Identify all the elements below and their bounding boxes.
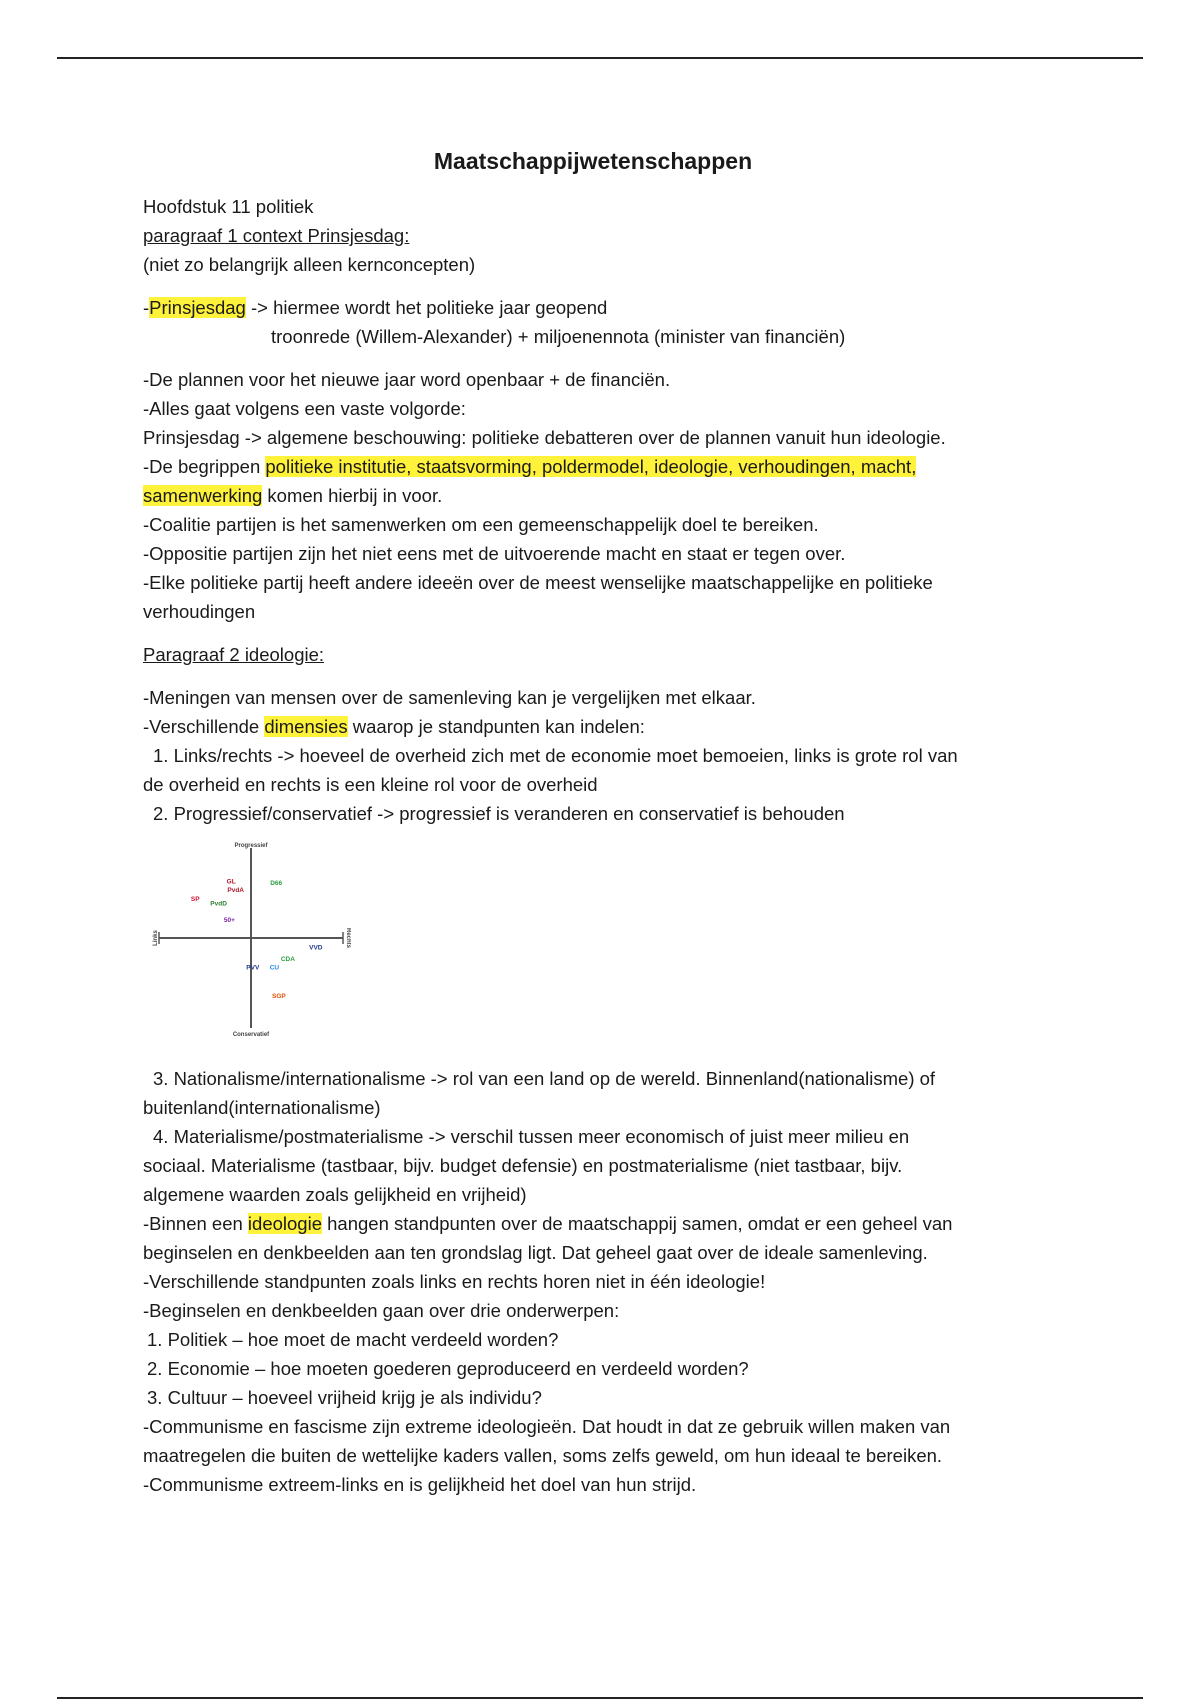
list-item: 2. Economie – hoe moeten goederen geproduceerd en verdeeld worden? xyxy=(147,1358,749,1379)
list-item: 2. Progressief/conservatief -> progressief is veranderen en conservatief is behouden xyxy=(153,803,845,824)
bullet-line xyxy=(143,481,1043,510)
bullet-line: -Verschillende standpunten zoals links en rechts horen niet in één ideologie! xyxy=(143,1271,766,1292)
text-fragment: -Binnen een xyxy=(143,1213,248,1234)
bullet-line: -Oppositie partijen zijn het niet eens met de uitvoerende macht en staat er tegen over. xyxy=(143,543,846,564)
political-compass-chart xyxy=(151,838,351,1038)
bullet-line: maatregelen die buiten de wettelijke kaders vallen, soms zelfs geweld, om hun ideaal te bereiken. xyxy=(143,1445,943,1466)
list-item: 1. Links/rechts -> hoeveel de overheid zich met de economie moet bemoeien, links is grote rol van xyxy=(153,745,958,766)
axis-label-top: Progressief xyxy=(234,843,268,849)
text-fragment: -Verschillende xyxy=(143,716,265,737)
list-item: 4. Materialisme/postmaterialisme -> verschil tussen meer economisch of juist meer milieu en xyxy=(153,1126,910,1147)
bullet-line: -De plannen voor het nieuwe jaar word openbaar + de financiën. xyxy=(143,369,671,390)
bullet-line: Prinsjesdag -> algemene beschouwing: politieke debatteren over de plannen vanuit hun ideologie. xyxy=(143,427,946,448)
bullet-line: -Meningen van mensen over de samenleving kan je vergelijken met elkaar. xyxy=(143,687,756,708)
axis-label-left: Links xyxy=(153,930,159,946)
list-item-cont: sociaal. Materialisme (tastbaar, bijv. budget defensie) en postmaterialisme (niet tastbaar, bijv. xyxy=(143,1155,903,1176)
list-item-cont: de overheid en rechts is een kleine rol voor de overheid xyxy=(143,774,598,795)
text-fragment: -De begrippen xyxy=(143,456,266,477)
party-label: GL xyxy=(226,878,236,886)
highlight-begrippen: politieke institutie, staatsvorming, poldermodel, ideologie, verhoudingen, macht, xyxy=(265,456,917,477)
party-label: VVD xyxy=(309,944,323,952)
party-label: SGP xyxy=(272,992,286,1000)
header-rule xyxy=(57,57,1143,59)
highlight-dimensies: dimensies xyxy=(264,716,348,737)
party-label: 50+ xyxy=(223,917,235,925)
bullet-line xyxy=(143,452,1043,481)
axis-label-bottom: Conservatief xyxy=(232,1032,270,1038)
party-label: PVV xyxy=(246,964,260,972)
section-heading-2: Paragraaf 2 ideologie: xyxy=(143,644,325,665)
bullet-line xyxy=(143,712,1043,741)
text-fragment: komen hierbij in voor. xyxy=(262,485,443,506)
footer-rule xyxy=(57,1697,1143,1699)
party-label: SP xyxy=(190,896,200,904)
bullet-line: -Communisme en fascisme zijn extreme ideologieën. Dat houdt in dat ze gebruik willen maken van xyxy=(143,1416,951,1437)
prinsjesdag-line xyxy=(143,293,1043,322)
bullet-line: -Beginselen en denkbeelden gaan over drie onderwerpen: xyxy=(143,1300,620,1321)
prinsjesdag-rest: -> hiermee wordt het politieke jaar geopend xyxy=(245,297,608,318)
bullet-line: -Communisme extreem-links en is gelijkheid het doel van hun strijd. xyxy=(143,1474,697,1495)
dash: - xyxy=(143,297,150,318)
party-label: PvdA xyxy=(227,887,245,895)
highlight-ideologie: ideologie xyxy=(247,1213,322,1234)
document-page xyxy=(143,140,1043,1499)
axis-label-right: Rechts xyxy=(345,927,351,949)
party-label: CU xyxy=(269,964,280,972)
party-points xyxy=(191,878,323,999)
party-label: D66 xyxy=(270,880,283,888)
chapter-line: Hoofdstuk 11 politiek xyxy=(143,196,314,217)
bullet-line: -Alles gaat volgens een vaste volgorde: xyxy=(143,398,466,419)
bullet-line: verhoudingen xyxy=(143,601,256,622)
bullet-line: -Coalitie partijen is het samenwerken om een gemeenschappelijk doel te bereiken. xyxy=(143,514,819,535)
bullet-line: -Elke politieke partij heeft andere ideeën over de meest wenselijke maatschappelijke en politieke xyxy=(143,572,933,593)
highlight-samenwerking: samenwerking xyxy=(143,485,263,506)
section-note: (niet zo belangrijk alleen kernconcepten) xyxy=(143,254,476,275)
list-item: 1. Politiek – hoe moet de macht verdeeld worden? xyxy=(147,1329,559,1350)
highlight-prinsjesdag: Prinsjesdag xyxy=(149,297,246,318)
page-title: Maatschappijwetenschappen xyxy=(433,148,753,174)
list-item: 3. Cultuur – hoeveel vrijheid krijg je als individu? xyxy=(147,1387,542,1408)
list-item: 3. Nationalisme/internationalisme -> rol van een land op de wereld. Binnenland(nationalisme) of xyxy=(153,1068,936,1089)
text-fragment: waarop je standpunten kan indelen: xyxy=(347,716,645,737)
section-heading-1: paragraaf 1 context Prinsjesdag: xyxy=(143,225,410,246)
list-item-cont: algemene waarden zoals gelijkheid en vrijheid) xyxy=(143,1184,527,1205)
bullet-line: beginselen en denkbeelden aan ten grondslag ligt. Dat geheel gaat over de ideale samenleving. xyxy=(143,1242,928,1263)
party-label: CDA xyxy=(280,955,295,963)
list-item-cont: buitenland(internationalisme) xyxy=(143,1097,381,1118)
bullet-line xyxy=(143,1209,1043,1238)
text-fragment: hangen standpunten over de maatschappij samen, omdat er een geheel van xyxy=(322,1213,953,1234)
party-label: PvdD xyxy=(210,900,227,908)
prinsjesdag-sub: troonrede (Willem-Alexander) + miljoenennota (minister van financiën) xyxy=(271,326,846,347)
